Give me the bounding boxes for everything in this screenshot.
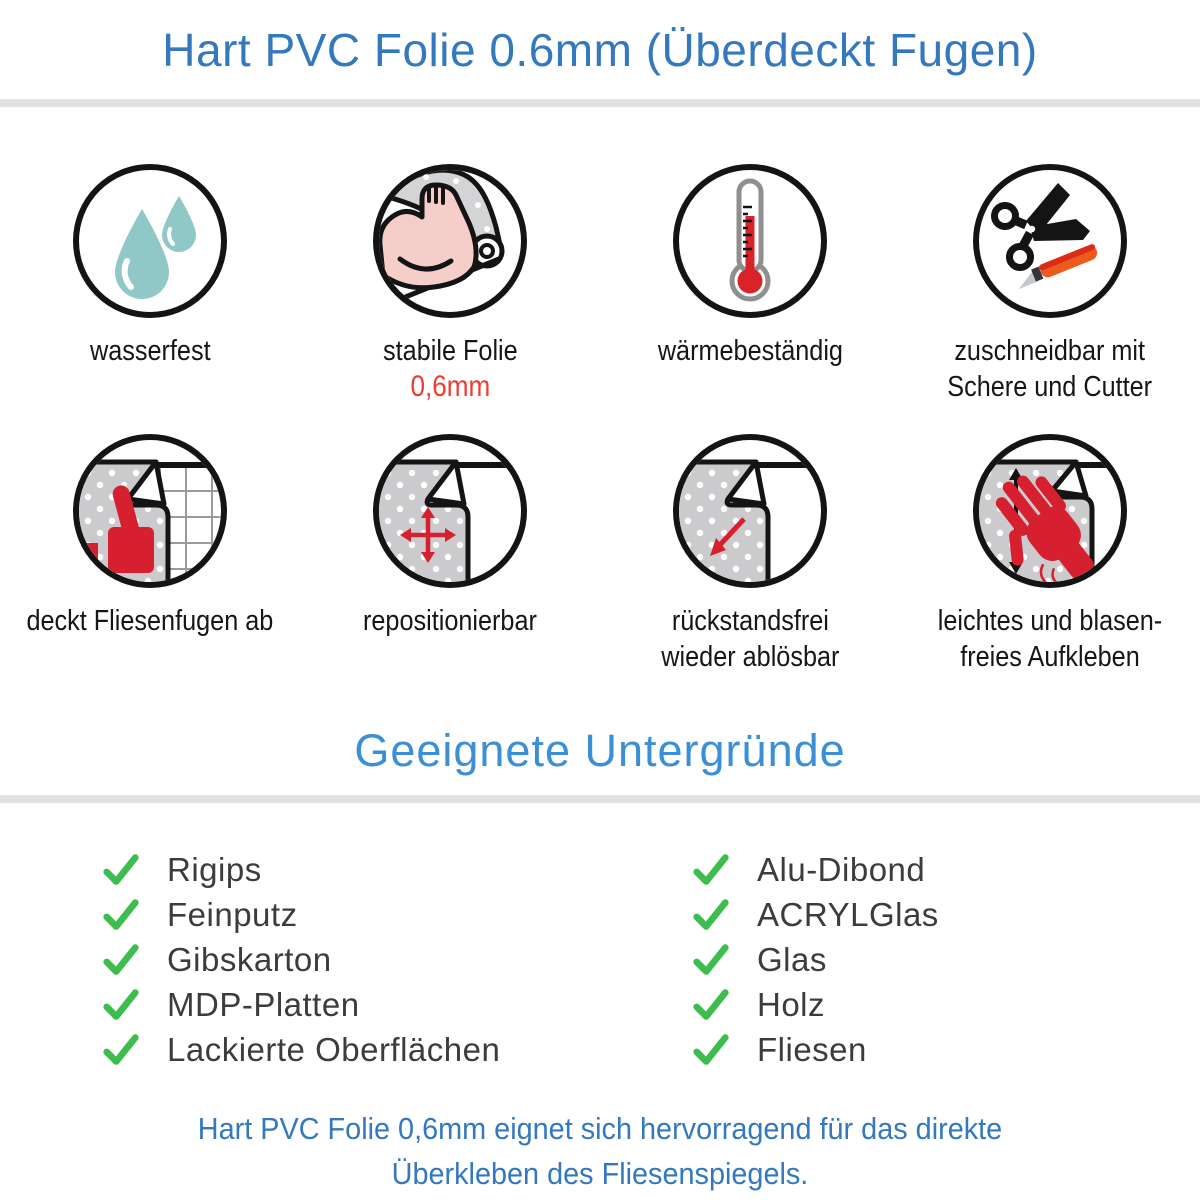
features-grid <box>0 161 1200 675</box>
bubble-free-smoothing-hand-icon <box>970 431 1130 591</box>
surface-item <box>690 853 939 888</box>
surface-column-left <box>100 853 690 1068</box>
feature-label: stabile Folie 0,6mm <box>382 334 518 403</box>
surface-label: ACRYLGlas <box>757 896 939 934</box>
water-drops-icon <box>70 161 230 321</box>
checkmark-icon <box>100 894 142 936</box>
surface-item <box>100 898 690 933</box>
feature-label: rückstandsfrei wieder ablösbar <box>660 604 840 673</box>
page-title: Hart PVC Folie 0.6mm (Überdeckt Fugen) <box>162 24 1038 76</box>
thermometer-icon <box>670 161 830 321</box>
checkmark-icon <box>690 939 732 981</box>
checkmark-icon <box>690 849 732 891</box>
feature-sublabel: 0,6mm <box>410 369 490 403</box>
strong-arm-foil-roll-icon <box>370 161 530 321</box>
checkmark-icon <box>100 849 142 891</box>
surface-label: Rigips <box>167 851 262 889</box>
surface-item <box>100 943 690 978</box>
feature-label: zuschneidbar mit Schere und Cutter <box>947 334 1153 403</box>
feature-label: deckt Fliesenfugen ab <box>26 604 274 637</box>
checkmark-icon <box>690 894 732 936</box>
tile-joint-cover-thumbs-up-icon <box>70 431 230 591</box>
feature-repositionierbar <box>300 431 600 675</box>
surfaces-list <box>0 853 1200 1068</box>
checkmark-icon <box>100 939 142 981</box>
surface-label: Fliesen <box>757 1031 867 1069</box>
feature-blasenfreies-aufkleben <box>900 431 1200 675</box>
surface-item <box>100 1033 690 1068</box>
checkmark-icon <box>690 984 732 1026</box>
scissors-cutter-icon <box>970 161 1130 321</box>
surface-item <box>690 1033 939 1068</box>
feature-label: leichtes und blasen- freies Aufkleben <box>937 604 1163 673</box>
reposition-move-arrows-icon <box>370 431 530 591</box>
footer-note <box>42 1106 1158 1196</box>
checkmark-icon <box>690 1029 732 1071</box>
feature-deckt-fliesenfugen <box>0 431 300 675</box>
surface-column-right <box>690 853 939 1068</box>
feature-rueckstandsfrei <box>600 431 900 675</box>
residue-free-peel-arrow-icon <box>670 431 830 591</box>
surface-item <box>100 853 690 888</box>
feature-label: repositionierbar <box>363 604 537 637</box>
surface-label: Feinputz <box>167 896 298 934</box>
footer-line-1: Hart PVC Folie 0,6mm eignet sich hervorragend für das direkte <box>197 1110 1003 1146</box>
surfaces-heading: Geeignete Untergründe <box>354 724 846 776</box>
surface-item <box>690 943 939 978</box>
footer-line-2: Überkleben des Fliesenspiegels. <box>391 1155 809 1191</box>
surface-label: Glas <box>757 941 827 979</box>
surface-label: Gibskarton <box>167 941 332 979</box>
checkmark-icon <box>100 984 142 1026</box>
feature-label: wasserfest <box>89 334 211 367</box>
feature-stabile-folie <box>300 161 600 405</box>
surfaces-divider <box>0 795 1200 803</box>
top-divider <box>0 99 1200 107</box>
surface-label: MDP-Platten <box>167 986 360 1024</box>
surface-item <box>690 898 939 933</box>
feature-zuschneidbar <box>900 161 1200 405</box>
feature-wasserfest <box>0 161 300 405</box>
feature-waermebestaendig <box>600 161 900 405</box>
checkmark-icon <box>100 1029 142 1071</box>
feature-label: wärmebeständig <box>657 334 843 367</box>
surface-item <box>690 988 939 1023</box>
surface-label: Lackierte Oberflächen <box>167 1031 501 1069</box>
surface-label: Alu-Dibond <box>757 851 926 889</box>
surface-item <box>100 988 690 1023</box>
surface-label: Holz <box>757 986 826 1024</box>
